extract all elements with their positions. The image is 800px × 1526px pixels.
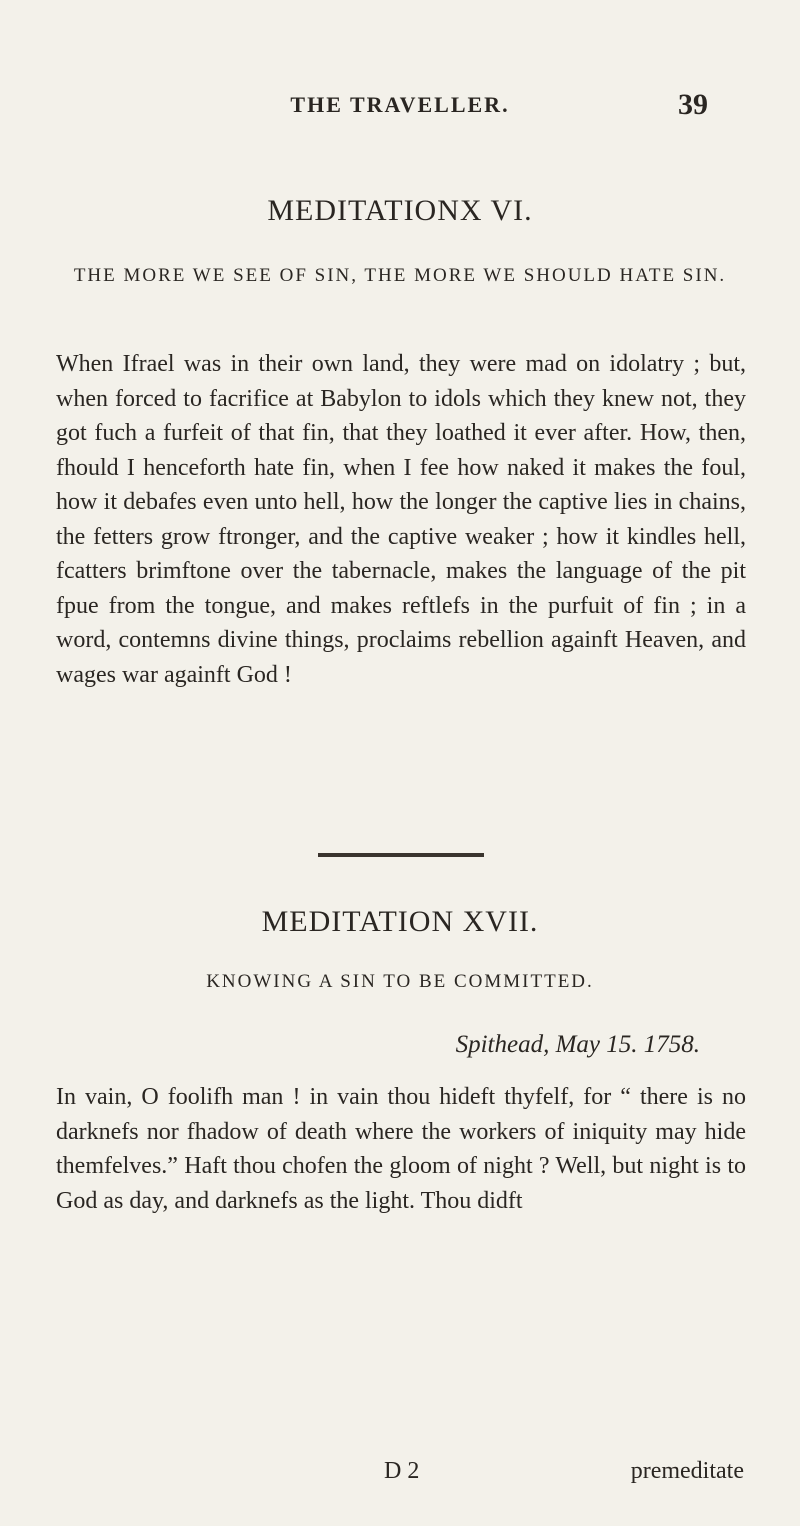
meditation-vi-title: MEDITATIONX VI. [267,194,533,227]
meditation-xvii-paragraph: In vain, O foolifh man ! in vain thou hideft thyfelf, for “ there is no darknefs nor fhadow of death where the workers of iniquity may hide themfelves.” Haft thou chofen the gloom of night ? Well, but night is to God as day, and darknefs as the light. Thou didft [56,1084,746,1214]
running-head: THE TRAVELLER. [290,92,510,117]
page-footer [0,1458,800,1494]
signature-mark: D 2 [384,1458,420,1484]
dateline: Spithead, May 15. 1758. [455,1031,700,1058]
section-divider [318,853,484,857]
meditation-vi-subtitle: THE MORE WE SEE OF SIN, THE MORE WE SHOULD HATE SIN. [73,265,727,286]
meditation-xvii-subtitle: KNOWING A SIN TO BE COMMITTED. [206,971,594,992]
page-number: 39 [678,88,708,121]
meditation-xvii-title: MEDITATION XVII. [261,905,539,938]
meditation-xvii-body [56,1080,746,1218]
meditation-vi-body [56,347,746,692]
catchword: premeditate [630,1458,744,1484]
page-header [0,88,800,128]
meditation-vi-paragraph: When Ifrael was in their own land, they were mad on idolatry ; but, when forced to facrifice at Babylon to idols which they knew not, they got fuch a furfeit of that fin, that they loathed it ever after. How, then, fhould I henceforth hate fin, when I fee how naked it makes the foul, how it debafes even unto hell, how the longer the captive lies in chains, the fetters grow ftronger, and the captive weaker ; how it kindles hell, fcatters brimftone over the tabernacle, makes the language of the pit fpue from the tongue, and makes reftlefs in the purfuit of fin ; in a word, contemns divine things, proclaims rebellion againft Heaven, and wages war againft God ! [56,351,746,688]
